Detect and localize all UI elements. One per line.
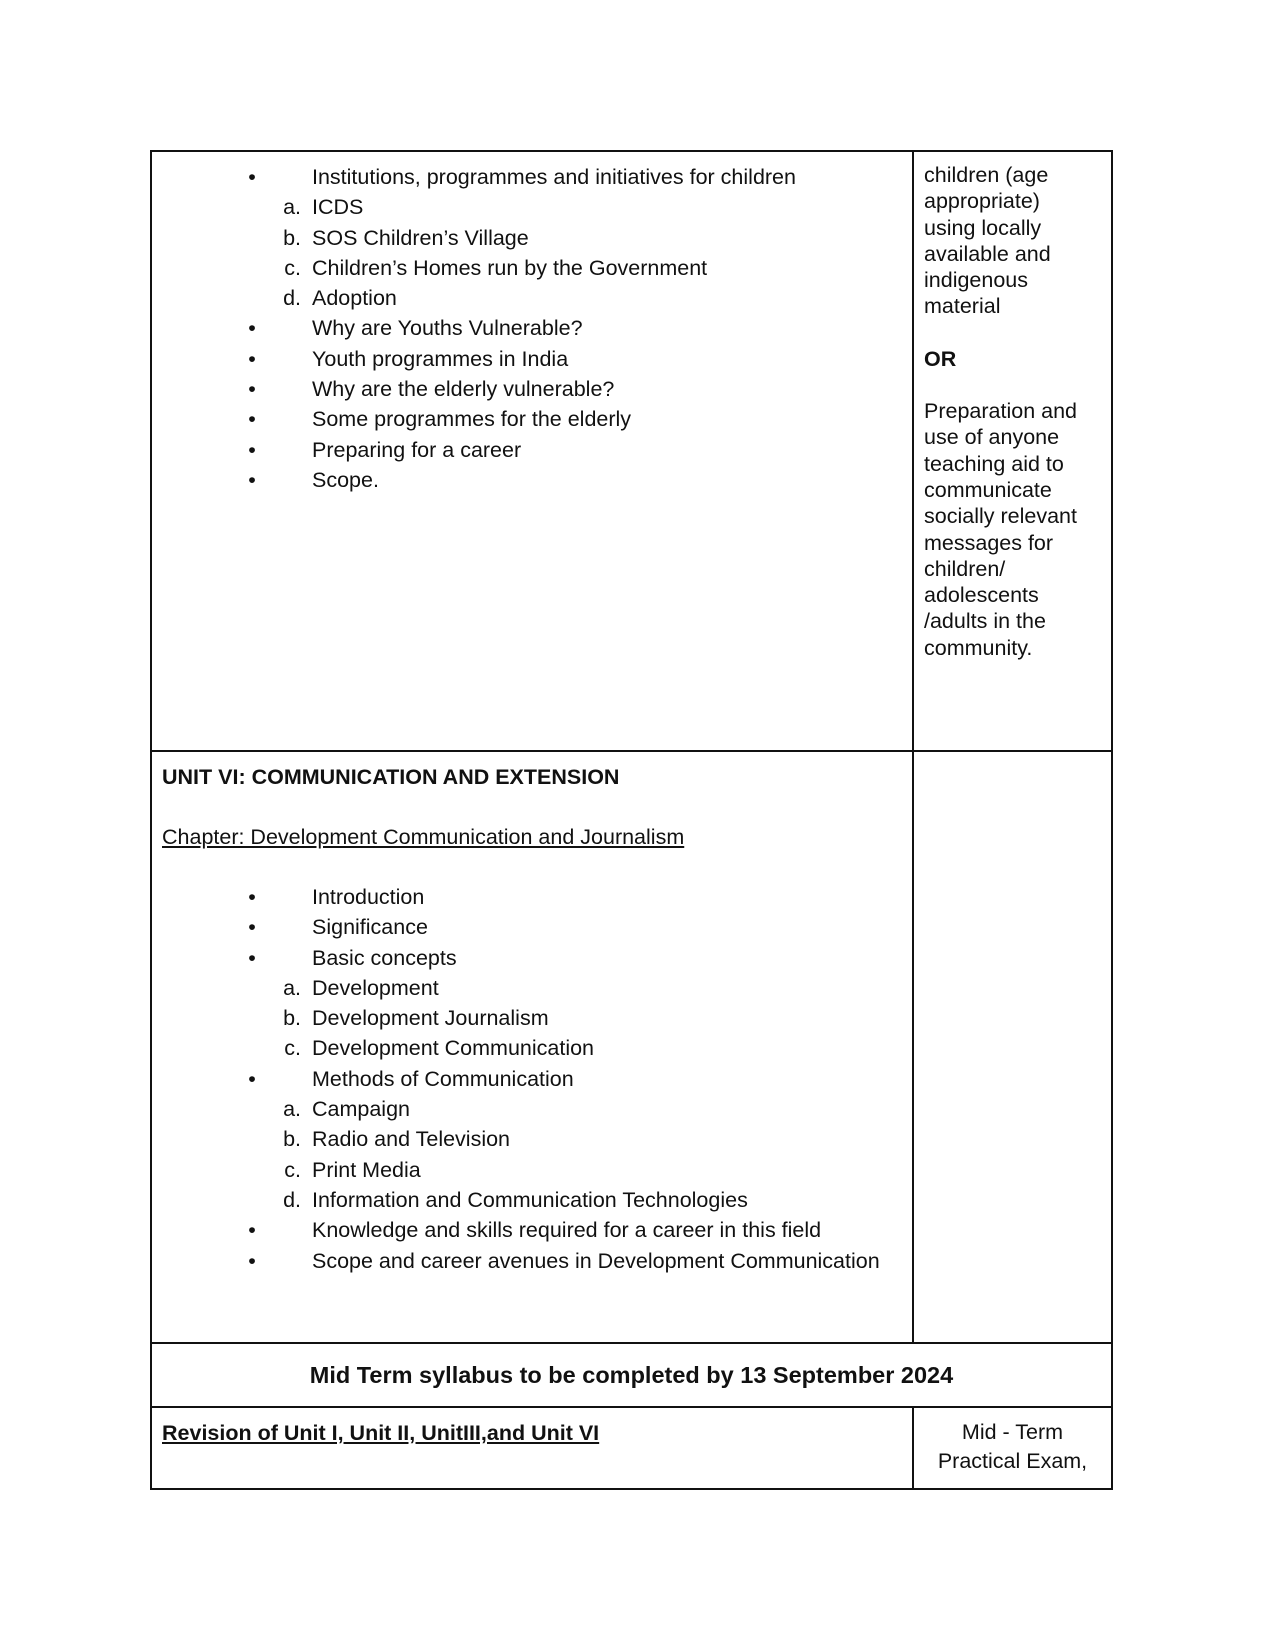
list-item-text: Introduction (312, 885, 425, 909)
list-item (162, 313, 902, 343)
list-item (162, 344, 902, 374)
bullet-marker: • (248, 1066, 256, 1091)
sub-list-item (162, 1124, 902, 1154)
list-item (162, 162, 902, 192)
bullet-marker: • (248, 885, 256, 909)
list-item (162, 943, 902, 973)
list-item-text: Adoption (312, 286, 397, 311)
list-item-text: Scope. (312, 467, 379, 492)
activity-line: using locally (924, 215, 1042, 240)
list-item (162, 465, 902, 495)
activity-line: available and (924, 241, 1051, 266)
activity-line: socially relevant (924, 504, 1077, 529)
list-item-text: Radio and Television (312, 1127, 511, 1152)
sub-list-item (162, 1185, 902, 1215)
revision-title: Revision of Unit I, Unit II, UnitIII,and Unit VI (162, 1421, 600, 1445)
list-item-text: Basic concepts (312, 945, 457, 970)
bullet-marker: • (248, 1218, 256, 1243)
activity-line: children/ (924, 556, 1006, 581)
table-row (151, 751, 1112, 1343)
activity-line: teaching aid to (924, 451, 1064, 476)
or-label: OR (924, 346, 957, 371)
activity-line: material (924, 294, 1001, 319)
list-item-text: Development Communication (312, 1036, 595, 1061)
bullet-marker: • (248, 437, 256, 462)
list-item-text: Development (312, 975, 439, 1000)
activity-text (924, 162, 1101, 320)
practical-line: Mid - Term (961, 1420, 1064, 1444)
list-item (162, 912, 902, 942)
bullet-marker: • (248, 316, 256, 341)
activity-line: communicate (924, 477, 1052, 502)
list-marker: c. (284, 1036, 301, 1061)
sub-list-item (162, 1003, 902, 1033)
list-item (162, 1215, 902, 1245)
list-marker: c. (284, 255, 301, 280)
list-marker: b. (283, 225, 301, 250)
sub-list-item (162, 223, 902, 253)
list-item-text: Children’s Homes run by the Government (312, 255, 708, 280)
bullet-marker: • (248, 467, 256, 492)
list-item-text: Methods of Communication (312, 1066, 574, 1091)
sub-list-item (162, 1094, 902, 1124)
sub-list-item (162, 253, 902, 283)
list-item-text: Knowledge and skills required for a career in this field (312, 1218, 822, 1243)
list-item-text: Development Journalism (312, 1006, 549, 1031)
list-item-text: Information and Communication Technologies (312, 1187, 748, 1212)
practical-line: Practical Exam, (937, 1449, 1088, 1473)
list-item-text: Print Media (312, 1157, 421, 1182)
activity-text-alt (924, 398, 1101, 661)
list-item-text: Significance (312, 915, 428, 940)
activity-line: appropriate) (924, 189, 1040, 214)
bullet-marker: • (248, 377, 256, 402)
unit-title: UNIT VI: COMMUNICATION AND EXTENSION (162, 765, 620, 789)
sub-list-item (162, 1033, 902, 1063)
table-row (151, 151, 1112, 751)
list-item-text: Youth programmes in India (312, 346, 569, 371)
list-item-text: SOS Children’s Village (312, 225, 529, 250)
list-item (162, 435, 902, 465)
syllabus-table (150, 150, 1113, 1490)
list-item (162, 374, 902, 404)
activity-line: children (age (924, 163, 1049, 187)
list-marker: d. (283, 286, 301, 311)
content-cell (151, 751, 913, 1343)
revision-cell (151, 1407, 913, 1489)
sub-list-item (162, 973, 902, 1003)
list-item-text: Preparing for a career (312, 437, 522, 462)
sub-list-item (162, 1155, 902, 1185)
list-item (162, 1246, 902, 1276)
list-item-text: Institutions, programmes and initiatives for children (312, 165, 796, 189)
midterm-note: Mid Term syllabus to be completed by 13 September 2024 (309, 1361, 954, 1388)
list-item-text: ICDS (312, 195, 364, 220)
activity-line: messages for (924, 530, 1054, 555)
list-marker: b. (283, 1127, 301, 1152)
list-item (162, 1064, 902, 1094)
list-marker: d. (283, 1187, 301, 1212)
sub-list-item (162, 283, 902, 313)
midterm-cell (151, 1343, 1112, 1407)
practical-cell (913, 1407, 1112, 1489)
list-item (162, 882, 902, 912)
bullet-marker: • (248, 346, 256, 371)
list-marker: b. (283, 1006, 301, 1031)
activity-line: use of anyone (924, 425, 1060, 450)
bullet-marker: • (248, 407, 256, 432)
activity-line: indigenous (924, 268, 1029, 293)
list-marker: a. (283, 195, 301, 220)
list-marker: a. (283, 1097, 301, 1122)
list-marker: c. (284, 1157, 301, 1182)
activity-cell-empty (913, 751, 1112, 1343)
table-row (151, 1343, 1112, 1407)
list-marker: a. (283, 975, 301, 1000)
practical-exam (914, 1408, 1111, 1486)
activity-line: Preparation and (924, 399, 1077, 424)
sub-list-item (162, 192, 902, 222)
activity-line: community. (924, 635, 1033, 660)
content-cell (151, 151, 913, 751)
list-item (162, 404, 902, 434)
activity-cell (913, 151, 1112, 751)
list-item-text: Why are the elderly vulnerable? (312, 377, 615, 402)
activity-line: /adults in the (924, 609, 1046, 634)
bullet-marker: • (248, 1248, 256, 1273)
activity-line: adolescents (924, 583, 1039, 608)
list-item-text: Why are Youths Vulnerable? (312, 316, 583, 341)
list-item-text: Scope and career avenues in Development Communication (312, 1248, 880, 1273)
list-item-text: Campaign (312, 1097, 410, 1122)
topic-list (162, 882, 902, 1276)
bullet-marker: • (248, 915, 256, 940)
chapter-title: Chapter: Development Communication and Journalism (162, 825, 685, 849)
bullet-marker: • (248, 165, 256, 189)
list-item-text: Some programmes for the elderly (312, 407, 632, 432)
bullet-marker: • (248, 945, 256, 970)
table-row (151, 1407, 1112, 1489)
topic-list (162, 162, 902, 495)
